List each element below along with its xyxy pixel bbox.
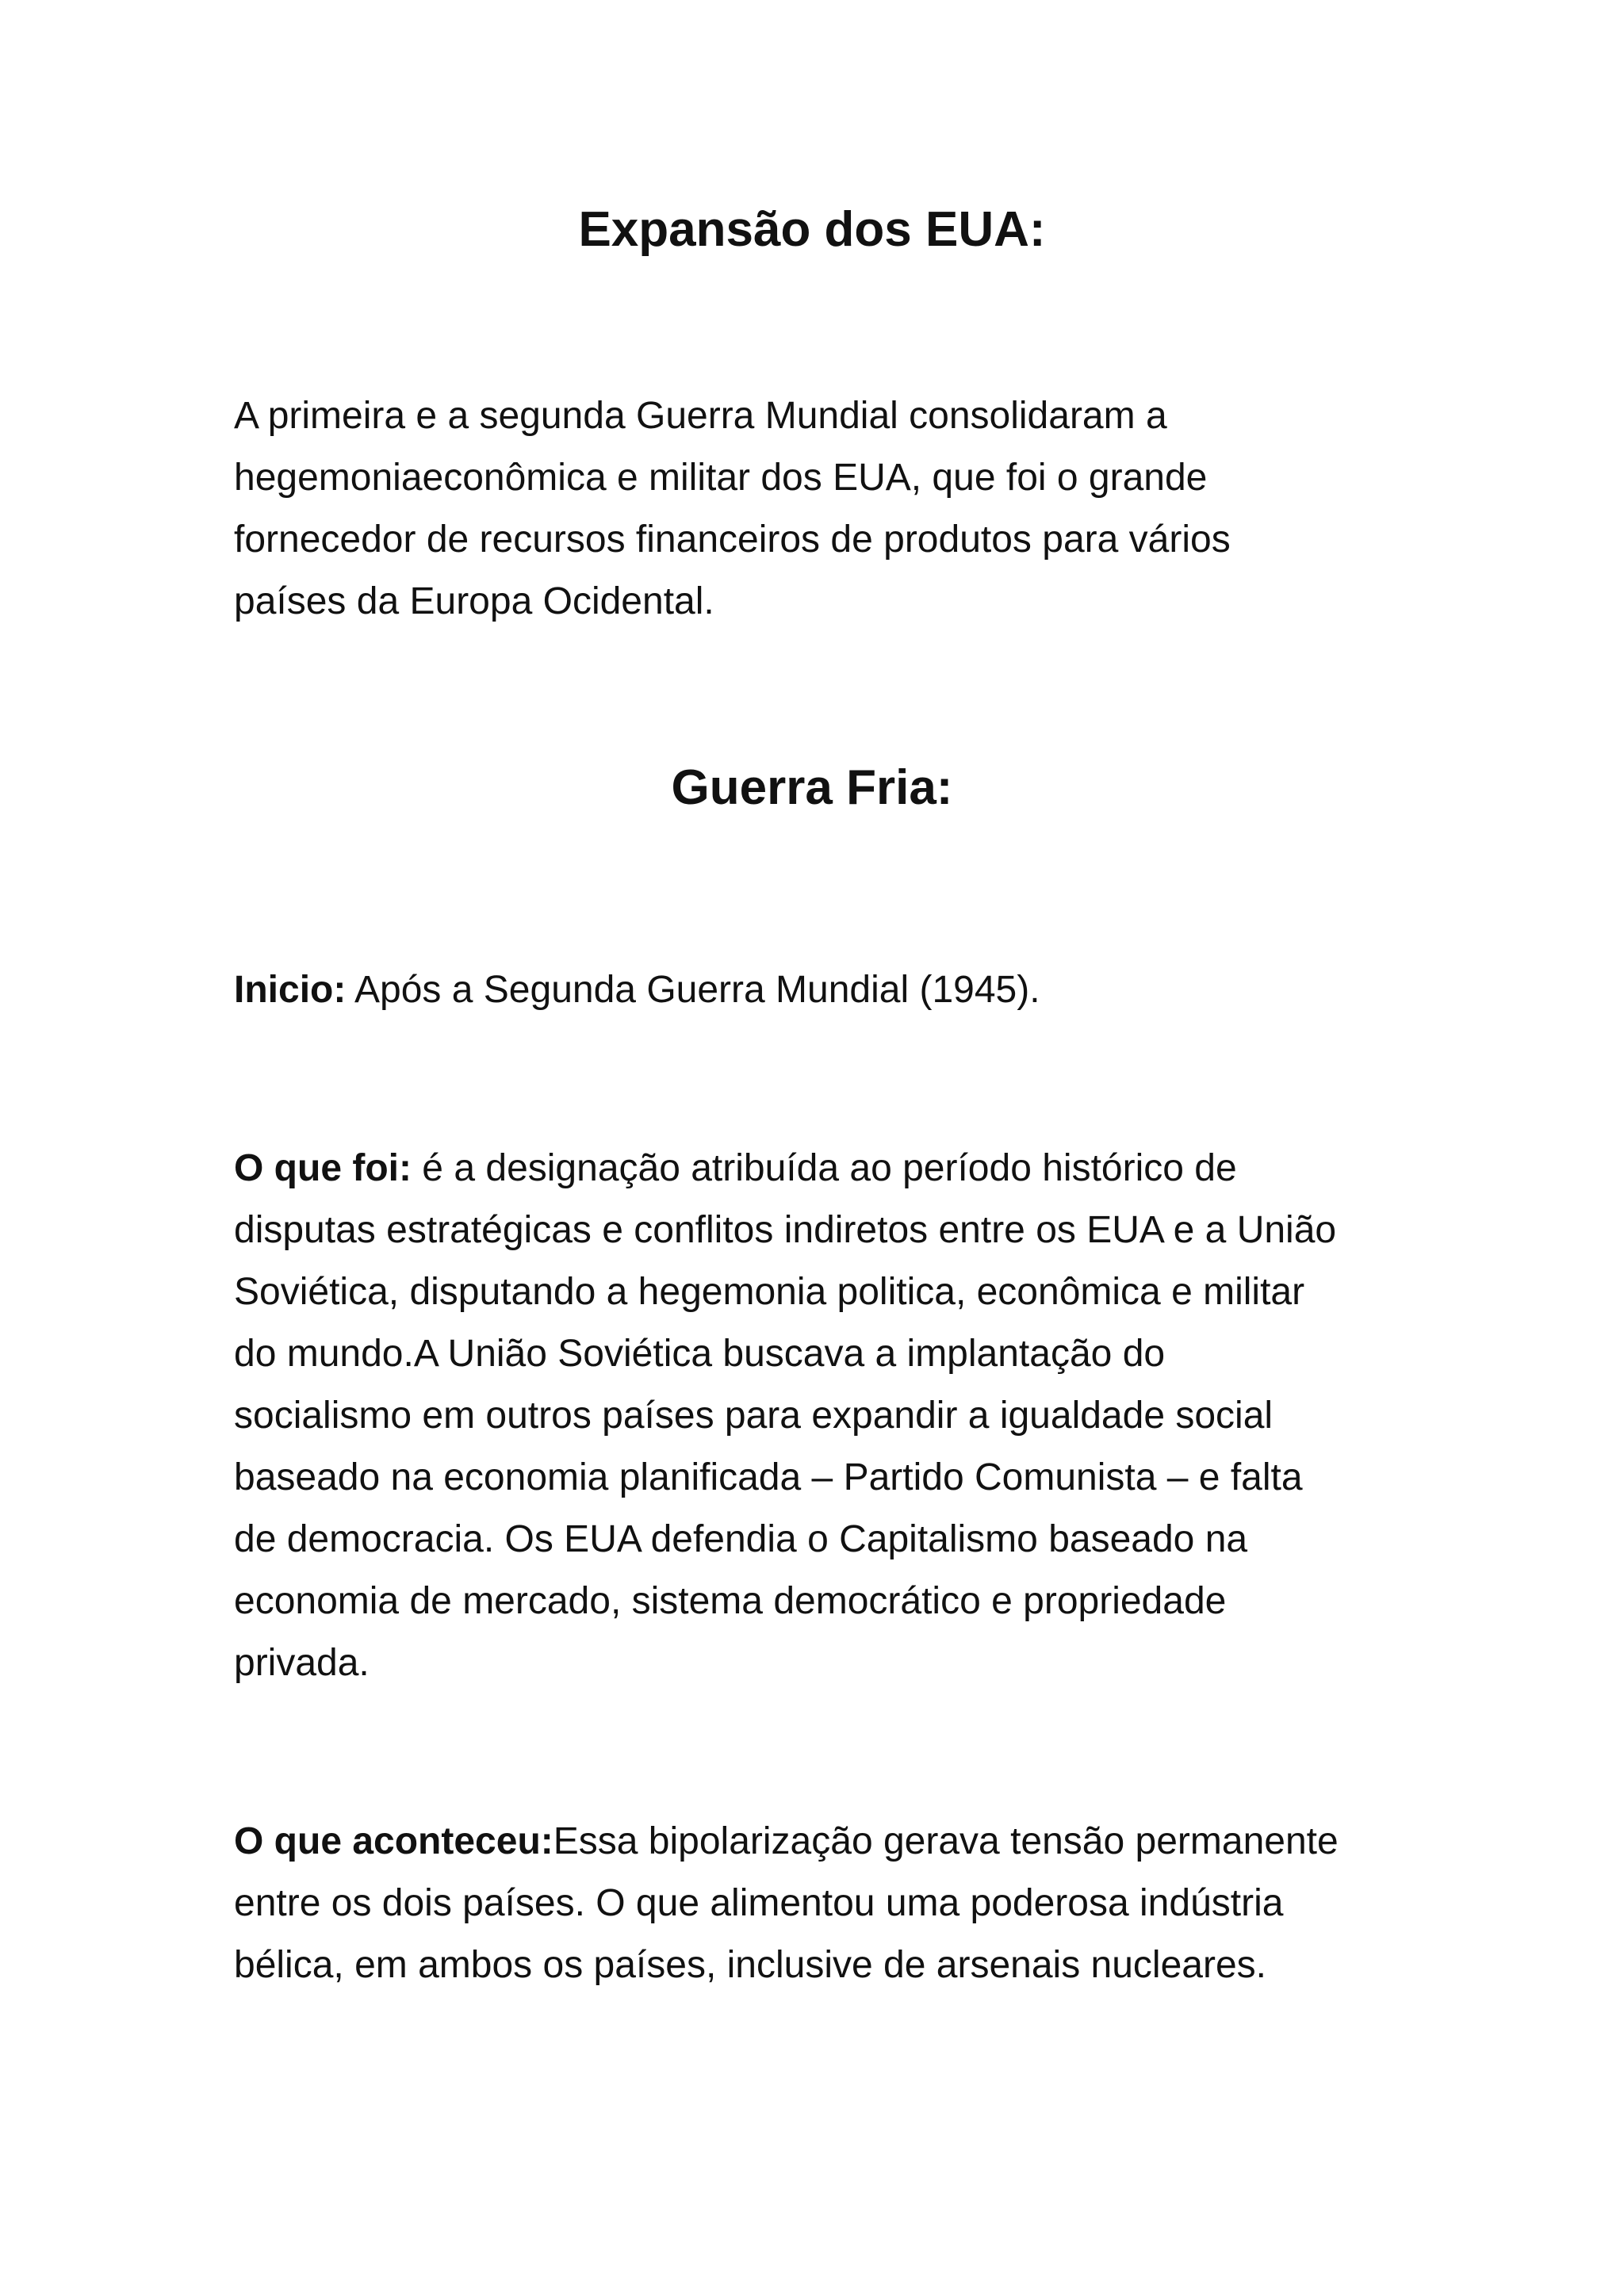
paragraph-line: do mundo.A União Soviética buscava a implantação do — [234, 1333, 1166, 1375]
paragraph-line: disputas estratégicas e conflitos indiretos entre os EUA e a União — [234, 1209, 1337, 1251]
paragraph-line: de democracia. Os EUA defendia o Capitalismo baseado na — [234, 1518, 1248, 1560]
paragraph-line: A primeira e a segunda Guerra Mundial consolidaram a — [234, 395, 1167, 437]
section-title-expansao: Expansão dos EUA: — [578, 202, 1046, 257]
paragraph-line — [234, 1811, 1408, 1873]
paragraph-line: Soviética, disputando a hegemonia politica, econômica e militar — [234, 1271, 1305, 1313]
paragraph-expansao — [234, 385, 1408, 633]
paragraph-line: países da Europa Ocidental. — [234, 580, 714, 622]
paragraph-line: entre os dois países. O que alimentou uma poderosa indústria — [234, 1882, 1284, 1924]
paragraph-line: privada. — [234, 1642, 370, 1684]
paragraph-line: bélica, em ambos os países, inclusive de arsenais nucleares. — [234, 1944, 1266, 1986]
label-o-que-aconteceu: O que aconteceu: — [234, 1820, 553, 1862]
inicio-text: Após a Segunda Guerra Mundial (1945). — [346, 969, 1040, 1011]
section-title-guerra-fria: Guerra Fria: — [671, 760, 953, 815]
o-que-foi-first-line: é a designação atribuída ao período histórico de — [411, 1147, 1237, 1189]
paragraph-line: economia de mercado, sistema democrático e propriedade — [234, 1580, 1227, 1622]
paragraph-line — [234, 959, 1408, 1021]
label-o-que-foi: O que foi: — [234, 1147, 412, 1189]
label-inicio: Inicio: — [234, 969, 347, 1011]
paragraph-line: socialismo em outros países para expandir a igualdade social — [234, 1395, 1274, 1437]
paragraph-inicio — [234, 959, 1408, 1021]
paragraph-line: hegemoniaeconômica e militar dos EUA, que foi o grande — [234, 457, 1208, 499]
paragraph-o-que-aconteceu — [234, 1811, 1408, 1996]
paragraph-line: baseado na economia planificada – Partido Comunista – e falta — [234, 1456, 1303, 1498]
paragraph-line — [234, 1138, 1408, 1200]
paragraph-line: fornecedor de recursos financeiros de produtos para vários — [234, 519, 1231, 561]
paragraph-o-que-foi — [234, 1138, 1408, 1694]
o-que-aconteceu-first-line: Essa bipolarização gerava tensão permanente — [553, 1820, 1339, 1862]
